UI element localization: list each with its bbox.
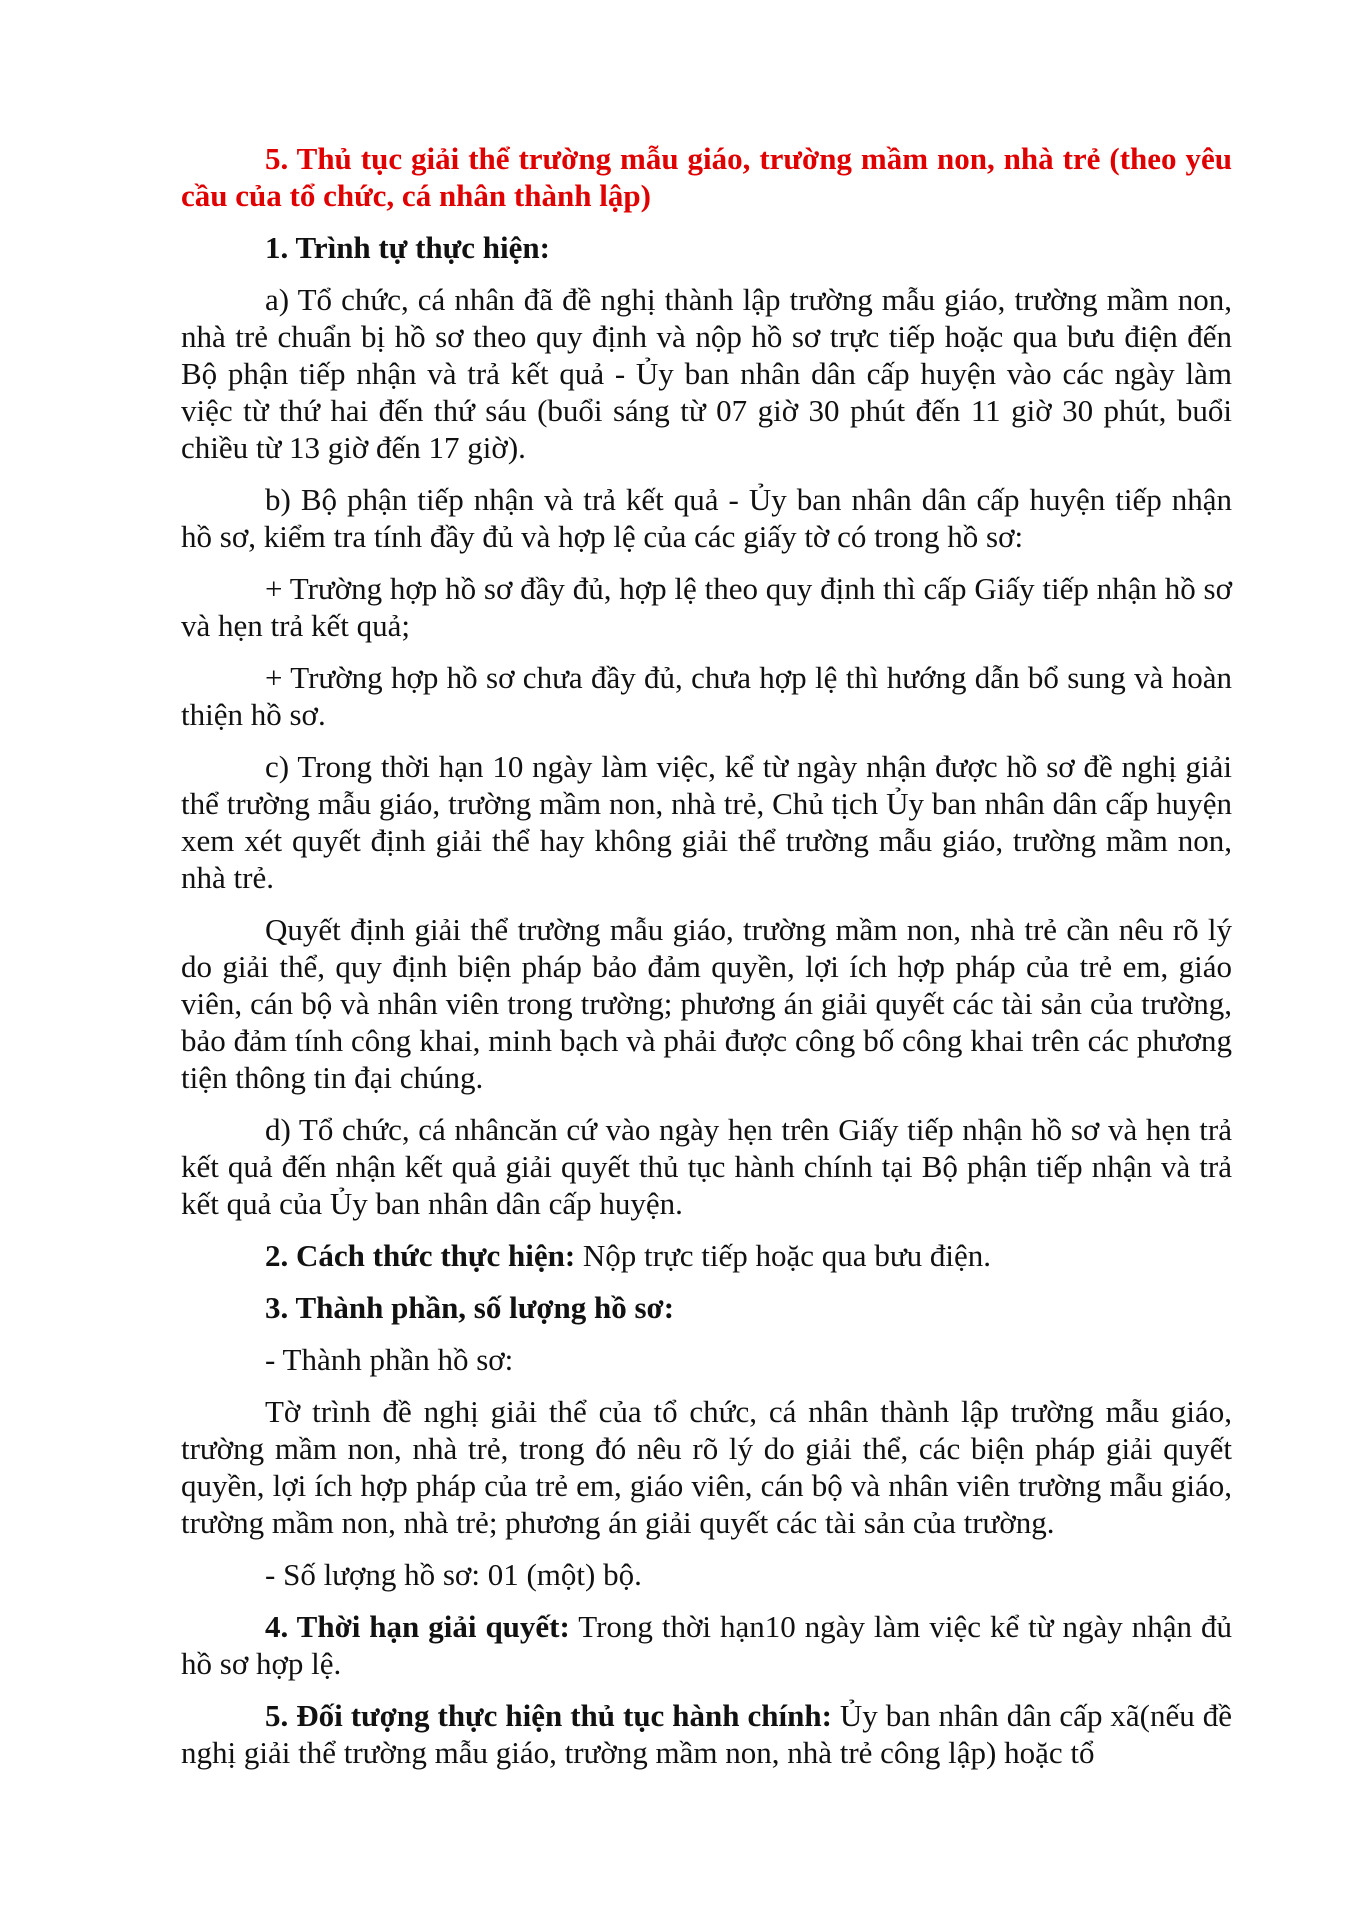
section-4-text: Trong thời hạn10 ngày làm việc kể từ ngày nhận đủ hồ sơ hợp lệ. [181,1609,1232,1681]
paragraph-a: a) Tổ chức, cá nhân đã đề nghị thành lập trường mẫu giáo, trường mầm non, nhà trẻ chuẩn bị hồ sơ theo quy định và nộp hồ sơ trực tiếp hoặc qua bưu điện đến Bộ phận tiếp nhận và trả kết quả - Ủy ban nhân dân cấp huyện vào các ngày làm việc từ thứ hai đến thứ sáu (buổi sáng từ 07 giờ 30 phút đến 11 giờ 30 phút, buổi chiều từ 13 giờ đến 17 giờ). [181,282,1232,465]
section-5-text: Ủy ban nhân dân cấp xã(nếu đề nghị giải thể trường mẫu giáo, trường mầm non, nhà trẻ công lập) hoặc tổ [181,1698,1232,1770]
section-4 [181,1608,1232,1682]
section-2-label: 2. Cách thức thực hiện: [265,1238,576,1273]
section-5 [181,1697,1232,1771]
components-text: Tờ trình đề nghị giải thể của tổ chức, cá nhân thành lập trường mẫu giáo, trường mầm non, nhà trẻ, trong đó nêu rõ lý do giải thể, các biện pháp giải quyết quyền, lợi ích hợp pháp của trẻ em, giáo viên, cán bộ và nhân viên trường mẫu giáo, trường mầm non, nhà trẻ; phương án giải quyết các tài sản của trường. [181,1394,1232,1540]
section-1-heading: 1. Trình tự thực hiện: [265,230,550,265]
section-2-text: Nộp trực tiếp hoặc qua bưu điện. [575,1238,991,1273]
paragraph-b: b) Bộ phận tiếp nhận và trả kết quả - Ủy ban nhân dân cấp huyện tiếp nhận hồ sơ, kiểm tra tính đầy đủ và hợp lệ của các giấy tờ có trong hồ sơ: [181,482,1232,554]
paragraph-c: c) Trong thời hạn 10 ngày làm việc, kể từ ngày nhận được hồ sơ đề nghị giải thể trường mẫu giáo, trường mầm non, nhà trẻ, Chủ tịch Ủy ban nhân dân cấp huyện xem xét quyết định giải thể hay không giải thể trường mẫu giáo, trường mầm non, nhà trẻ. [181,749,1232,895]
document-title: 5. Thủ tục giải thể trường mẫu giáo, trường mầm non, nhà trẻ (theo yêu cầu của tổ chức, cá nhân thành lập) [181,141,1232,213]
components-label: - Thành phần hồ sơ: [265,1342,514,1377]
paragraph-b-case-2: + Trường hợp hồ sơ chưa đầy đủ, chưa hợp lệ thì hướng dẫn bổ sung và hoàn thiện hồ sơ. [181,660,1232,732]
paragraph-decision: Quyết định giải thể trường mẫu giáo, trường mầm non, nhà trẻ cần nêu rõ lý do giải thể, quy định biện pháp bảo đảm quyền, lợi ích hợp pháp của trẻ em, giáo viên, cán bộ và nhân viên trong trường; phương án giải quyết các tài sản của trường, bảo đảm tính công khai, minh bạch và phải được công bố công khai trên các phương tiện thông tin đại chúng. [181,912,1232,1095]
section-3-heading: 3. Thành phần, số lượng hồ sơ: [265,1290,675,1325]
section-5-label: 5. Đối tượng thực hiện thủ tục hành chính: [265,1698,832,1733]
paragraph-b-case-1: + Trường hợp hồ sơ đầy đủ, hợp lệ theo quy định thì cấp Giấy tiếp nhận hồ sơ và hẹn trả kết quả; [181,571,1232,643]
section-4-label: 4. Thời hạn giải quyết: [265,1609,570,1644]
quantity-text: - Số lượng hồ sơ: 01 (một) bộ. [265,1557,642,1592]
paragraph-d: d) Tổ chức, cá nhâncăn cứ vào ngày hẹn trên Giấy tiếp nhận hồ sơ và hẹn trả kết quả đến nhận kết quả giải quyết thủ tục hành chính tại Bộ phận tiếp nhận và trả kết quả của Ủy ban nhân dân cấp huyện. [181,1112,1232,1221]
section-2 [181,1237,1232,1274]
